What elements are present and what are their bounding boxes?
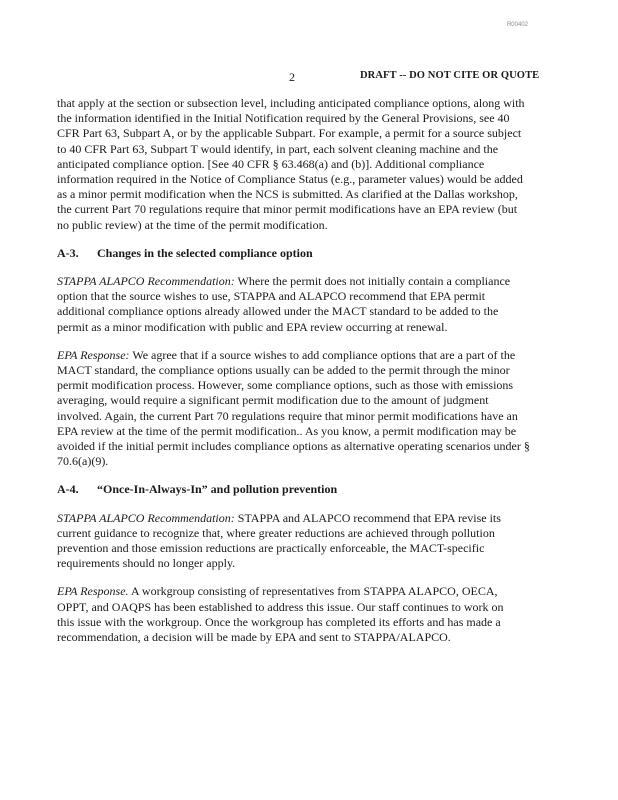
text-line: this issue with the workgroup. Once the workgroup has completed its efforts and has made a: [57, 614, 501, 629]
recommendation-label: STAPPA ALAPCO Recommendation:: [57, 274, 235, 289]
section-a3-heading: [57, 246, 537, 261]
draft-notice: DRAFT -- DO NOT CITE OR QUOTE: [360, 70, 540, 81]
intro-paragraph: [57, 96, 537, 233]
text-line: permit as a minor modification with public and EPA review occurring at renewal.: [57, 319, 448, 334]
text-line: A workgroup consisting of representatives from STAPPA ALAPCO, OECA,: [128, 584, 498, 599]
text-line: the current Part 70 regulations require that minor permit modifications have an EPA review (but: [57, 202, 518, 217]
text-line: recommendation, a decision will be made by EPA and sent to STAPPA/ALAPCO.: [57, 630, 451, 645]
text-line: 70.6(a)(9).: [57, 454, 109, 469]
section-title: Changes in the selected compliance option: [97, 245, 313, 260]
text-line: STAPPA and ALAPCO recommend that EPA revise its: [234, 510, 501, 525]
section-a4-heading: [57, 482, 537, 497]
text-line: MACT standard, the compliance options usually can be added to the permit through the minor: [57, 363, 510, 378]
a3-recommendation: [57, 274, 537, 335]
response-label: EPA Response:: [57, 347, 130, 362]
section-number: A-3.: [57, 245, 79, 260]
text-line: to 40 CFR Part 63, Subpart T would identify, in part, each solvent cleaning machine and the: [57, 141, 499, 156]
text-line: requirements should no longer apply.: [57, 556, 236, 571]
text-line: CFR Part 63, Subpart A, or by the applicable Subpart. For example, a permit for a source subject: [57, 126, 522, 141]
text-line: avoided if the initial permit includes compliance options as alternative operating scenarios under §: [57, 439, 530, 454]
text-line: Where the permit does not initially contain a compliance: [234, 274, 511, 289]
text-line: current guidance to recognize that, where greater reductions are achieved through pollution: [57, 525, 495, 540]
a4-epa-response: [57, 584, 537, 645]
text-line: EPA review at the time of the permit modification.. As you know, a permit modification may be: [57, 423, 517, 438]
text-line: no public review) at the time of the permit modification.: [57, 217, 328, 232]
section-number: A-4.: [57, 482, 79, 497]
a4-recommendation: [57, 511, 537, 572]
text-line: anticipated compliance option. [See 40 CFR § 63.468(a) and (b)]. Additional compliance: [57, 156, 485, 171]
document-body: [57, 96, 537, 645]
text-line: as a minor permit modification when the NCS is submitted. As clarified at the Dallas workshop,: [57, 187, 518, 202]
text-line: the information identified in the Initial Notification required by the General Provisions, see 40: [57, 111, 510, 126]
section-title: “Once-In-Always-In” and pollution prevention: [97, 482, 338, 497]
text-line: We agree that if a source wishes to add compliance options that are a part of the: [129, 347, 516, 362]
text-line: permit modification process. However, some compliance options, such as those with emissions: [57, 378, 514, 393]
text-line: that apply at the section or subsection level, including anticipated compliance options, along with: [57, 96, 525, 110]
text-line: averaging, would require a significant permit modification due to the amount of judgment: [57, 393, 489, 408]
text-line: additional compliance options already allowed under the MACT standard to be added to the: [57, 304, 499, 319]
text-line: involved. Again, the current Part 70 regulations require that minor permit modifications have an: [57, 408, 518, 423]
text-line: option that the source wishes to use, STAPPA and ALAPCO recommend that EPA permit: [57, 289, 486, 304]
recommendation-label: STAPPA ALAPCO Recommendation:: [57, 510, 235, 525]
text-line: OPPT, and OAQPS has been established to address this issue. Our staff continues to work on: [57, 599, 504, 614]
a3-epa-response: [57, 348, 537, 470]
response-label: EPA Response.: [57, 584, 129, 599]
text-line: prevention and those emission reductions are practically enforceable, the MACT-specific: [57, 541, 485, 556]
document-stamp: R00402: [506, 22, 528, 28]
page-number: 2: [289, 70, 295, 84]
text-line: information required in the Notice of Compliance Status (e.g., parameter values) would be added: [57, 172, 523, 187]
